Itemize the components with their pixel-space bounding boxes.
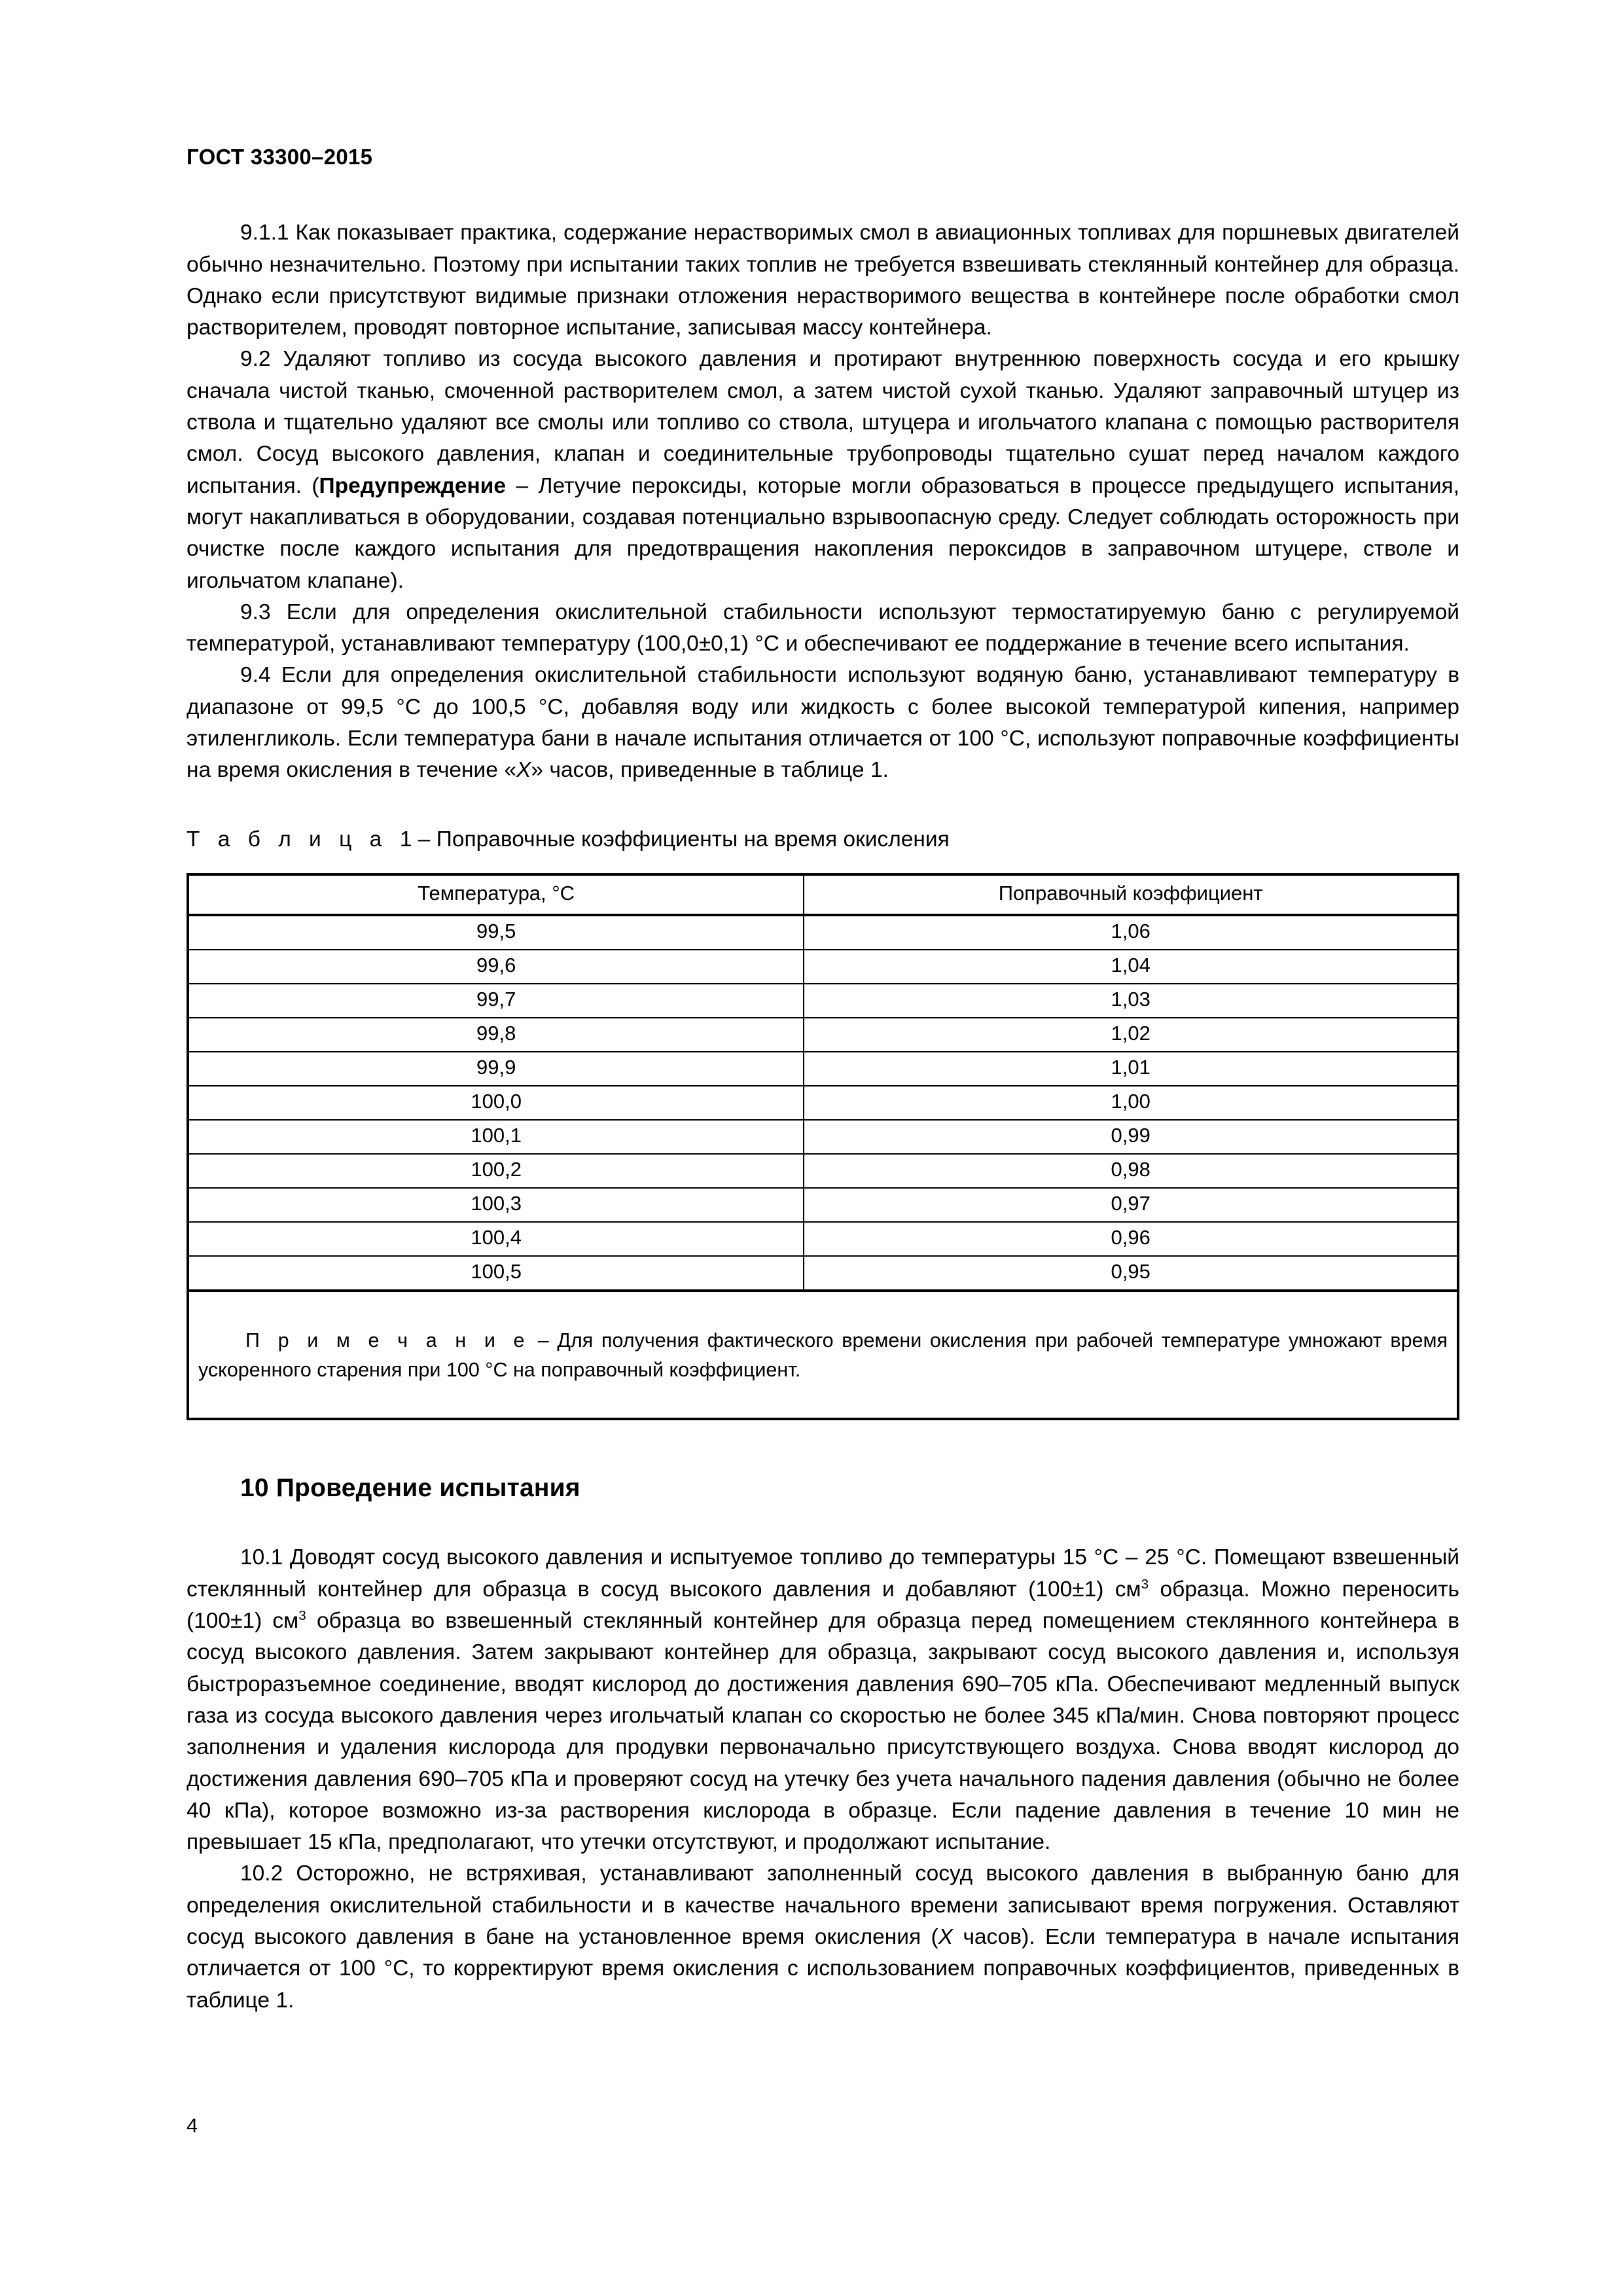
table-header-temperature: Температура, °С <box>188 874 804 915</box>
paragraph-10-2 <box>187 1858 1459 2016</box>
paragraph-10-1 <box>187 1542 1459 1858</box>
correction-coefficients-table <box>187 873 1459 1291</box>
cell-temperature: 100,3 <box>188 1188 804 1222</box>
table-row <box>188 1154 1458 1188</box>
table-row <box>188 984 1458 1018</box>
note-spacer <box>529 1329 538 1352</box>
cell-temperature: 99,5 <box>188 915 804 950</box>
table-note <box>198 1326 1448 1385</box>
cell-coefficient: 0,99 <box>804 1120 1458 1154</box>
table-header-coefficient: Поправочный коэффициент <box>804 874 1458 915</box>
paragraph-9-4-tail: » часов, приведенные в таблице 1. <box>531 758 889 783</box>
cell-coefficient: 0,96 <box>804 1222 1458 1256</box>
table-caption-spacer <box>387 827 400 852</box>
cell-temperature: 100,4 <box>188 1222 804 1256</box>
table-caption-label: Т а б л и ц а <box>187 827 388 852</box>
paragraph-10-1-part-c: образца во взвешенный стеклянный контейнер для образца перед помещением стеклянного контейнера в сосуд высокого давления. Затем закрывают контейнер для образца, закрывают сосуд высокого давления и, используя быстроразъемное соединение, вводят кислород до достижения давления 690–705 кПа. Обеспечивают медленный выпуск газа из сосуда высокого давления через игольчатый клапан со скоростью не более 345 кПа/мин. Снова повторяют процесс заполнения и удаления кислорода для продувки первоначально присутствующего воздуха. Снова вводят кислород до достижения давления 690–705 кПа и проверяют сосуд на утечку без учета начального падения давления (обычно не более 40 кПа), которое возможно из-за растворения кислорода в образце. Если падение давления в течение 10 мин не превышает 15 кПа, предполагают, что утечки отсутствуют, и продолжают испытание. <box>187 1609 1459 1855</box>
table-caption-spacer2 <box>412 827 418 852</box>
superscript-cubic: 3 <box>298 1607 306 1623</box>
cell-temperature: 100,0 <box>188 1086 804 1120</box>
table-note-box <box>187 1289 1459 1420</box>
paragraph-9-2-warning-text: – Летучие пероксиды, которые могли образоваться в процессе предыдущего испытания, могут накапливаться в оборудовании, создавая потенциально взрывоопасную среду. Следует соблюдать осторожность при очистке после каждого испытания для предотвращения накопления пероксидов в заправочном штуцере, стволе и игольчатом клапане). <box>187 473 1459 593</box>
paragraph-10-1-part-b: образца. Можно переносить (100±1) см <box>187 1577 1459 1634</box>
cell-temperature: 99,8 <box>188 1018 804 1052</box>
paragraph-10-2-part-a: 10.2 Осторожно, не встряхивая, устанавливают заполненный сосуд высокого давления в выбранную баню для определения окислительной стабильности и в качестве начального времени записывают время погружения. Оставляют сосуд высокого давления в бане на установленное время окисления ( <box>187 1861 1459 1950</box>
cell-temperature: 100,2 <box>188 1154 804 1188</box>
table-row <box>188 1222 1458 1256</box>
cell-temperature: 99,7 <box>188 984 804 1018</box>
cell-coefficient: 1,00 <box>804 1086 1458 1120</box>
page-content <box>187 145 1459 2017</box>
note-text: – Для получения фактического времени окисления при рабочей температуре умножают время ускоренного старения при 100 °С на поправочный коэффициент. <box>198 1329 1448 1381</box>
paragraph-9-4 <box>187 660 1459 786</box>
paragraph-10-2-part-b: часов). Если температура в начале испытания отличается от 100 °С, то корректируют время окисления с использованием поправочных коэффициентов, приведенных в таблице 1. <box>187 1925 1459 2013</box>
cell-temperature: 99,9 <box>188 1052 804 1086</box>
table-row <box>188 1018 1458 1052</box>
paragraph-9-4-text: 9.4 Если для определения окислительной стабильности используют водяную баню, устанавливают температуру в диапазоне от 99,5 °С до 100,5 °С, добавляя воду или жидкость с более высокой температурой кипения, например этиленгликоль. Если температура бани в начале испытания отличается от 100 °С, используют поправочные коэффициенты на время окисления в течение « <box>187 663 1459 783</box>
page-number: 4 <box>187 2114 198 2137</box>
cell-coefficient: 0,95 <box>804 1256 1458 1290</box>
note-label: П р и м е ч а н и е <box>245 1329 530 1352</box>
variable-x: X <box>938 1925 954 1950</box>
section-heading-10: 10 Проведение испытания <box>240 1473 580 1502</box>
cell-coefficient: 0,98 <box>804 1154 1458 1188</box>
cell-coefficient: 1,03 <box>804 984 1458 1018</box>
cell-coefficient: 0,97 <box>804 1188 1458 1222</box>
cell-temperature: 99,6 <box>188 950 804 984</box>
table-row <box>188 1052 1458 1086</box>
cell-coefficient: 1,01 <box>804 1052 1458 1086</box>
cell-temperature: 100,5 <box>188 1256 804 1290</box>
table-row <box>188 1188 1458 1222</box>
warning-label: Предупреждение <box>319 473 507 498</box>
table-row <box>188 1086 1458 1120</box>
table-row <box>188 915 1458 950</box>
table-caption-text: – Поправочные коэффициенты на время окисления <box>418 827 950 852</box>
cell-coefficient: 1,02 <box>804 1018 1458 1052</box>
cell-coefficient: 1,04 <box>804 950 1458 984</box>
superscript-cubic: 3 <box>1141 1576 1149 1592</box>
paragraph-10-1-part-a: 10.1 Доводят сосуд высокого давления и испытуемое топливо до температуры 15 °С – 25 °С. Помещают взвешенный стеклянный контейнер для образца в сосуд высокого давления и добавляют (100±1) см <box>187 1545 1459 1602</box>
document-header: ГОСТ 33300–2015 <box>187 145 373 169</box>
cell-coefficient: 1,06 <box>804 915 1458 950</box>
table-body <box>188 915 1458 1290</box>
paragraph-9-3: 9.3 Если для определения окислительной стабильности используют термостатируемую баню с регулируемой температурой, устанавливают температуру (100,0±0,1) °С и обеспечивают ее поддержание в течение всего испытания. <box>187 600 1459 656</box>
table-row <box>188 1256 1458 1290</box>
table-row <box>188 950 1458 984</box>
table-caption <box>187 825 1459 855</box>
table-row <box>188 1120 1458 1154</box>
variable-x: X <box>516 758 531 783</box>
paragraph-9-2-text: 9.2 Удаляют топливо из сосуда высокого давления и протирают внутреннюю поверхность сосуда и его крышку сначала чистой тканью, смоченной растворителем смол, а затем чистой сухой тканью. Удаляют заправочный штуцер из ствола и тщательно удаляют все смолы или топливо со ствола, штуцера и игольчатого клапана с помощью растворителя смол. Сосуд высокого давления, клапан и соединительные трубопроводы тщательно сушат перед началом каждого испытания. ( <box>187 347 1459 498</box>
paragraph-9-1-1: 9.1.1 Как показывает практика, содержание нерастворимых смол в авиационных топливах для поршневых двигателей обычно незначительно. Поэтому при испытании таких топлив не требуется взвешивать стеклянный контейнер для образца. Однако если присутствуют видимые признаки отложения нерастворимого вещества в контейнере после обработки смол растворителем, проводят повторное испытание, записывая массу контейнера. <box>187 221 1459 340</box>
table-header-row <box>188 874 1458 915</box>
paragraph-9-2 <box>187 344 1459 596</box>
cell-temperature: 100,1 <box>188 1120 804 1154</box>
table-caption-number: 1 <box>399 827 412 852</box>
